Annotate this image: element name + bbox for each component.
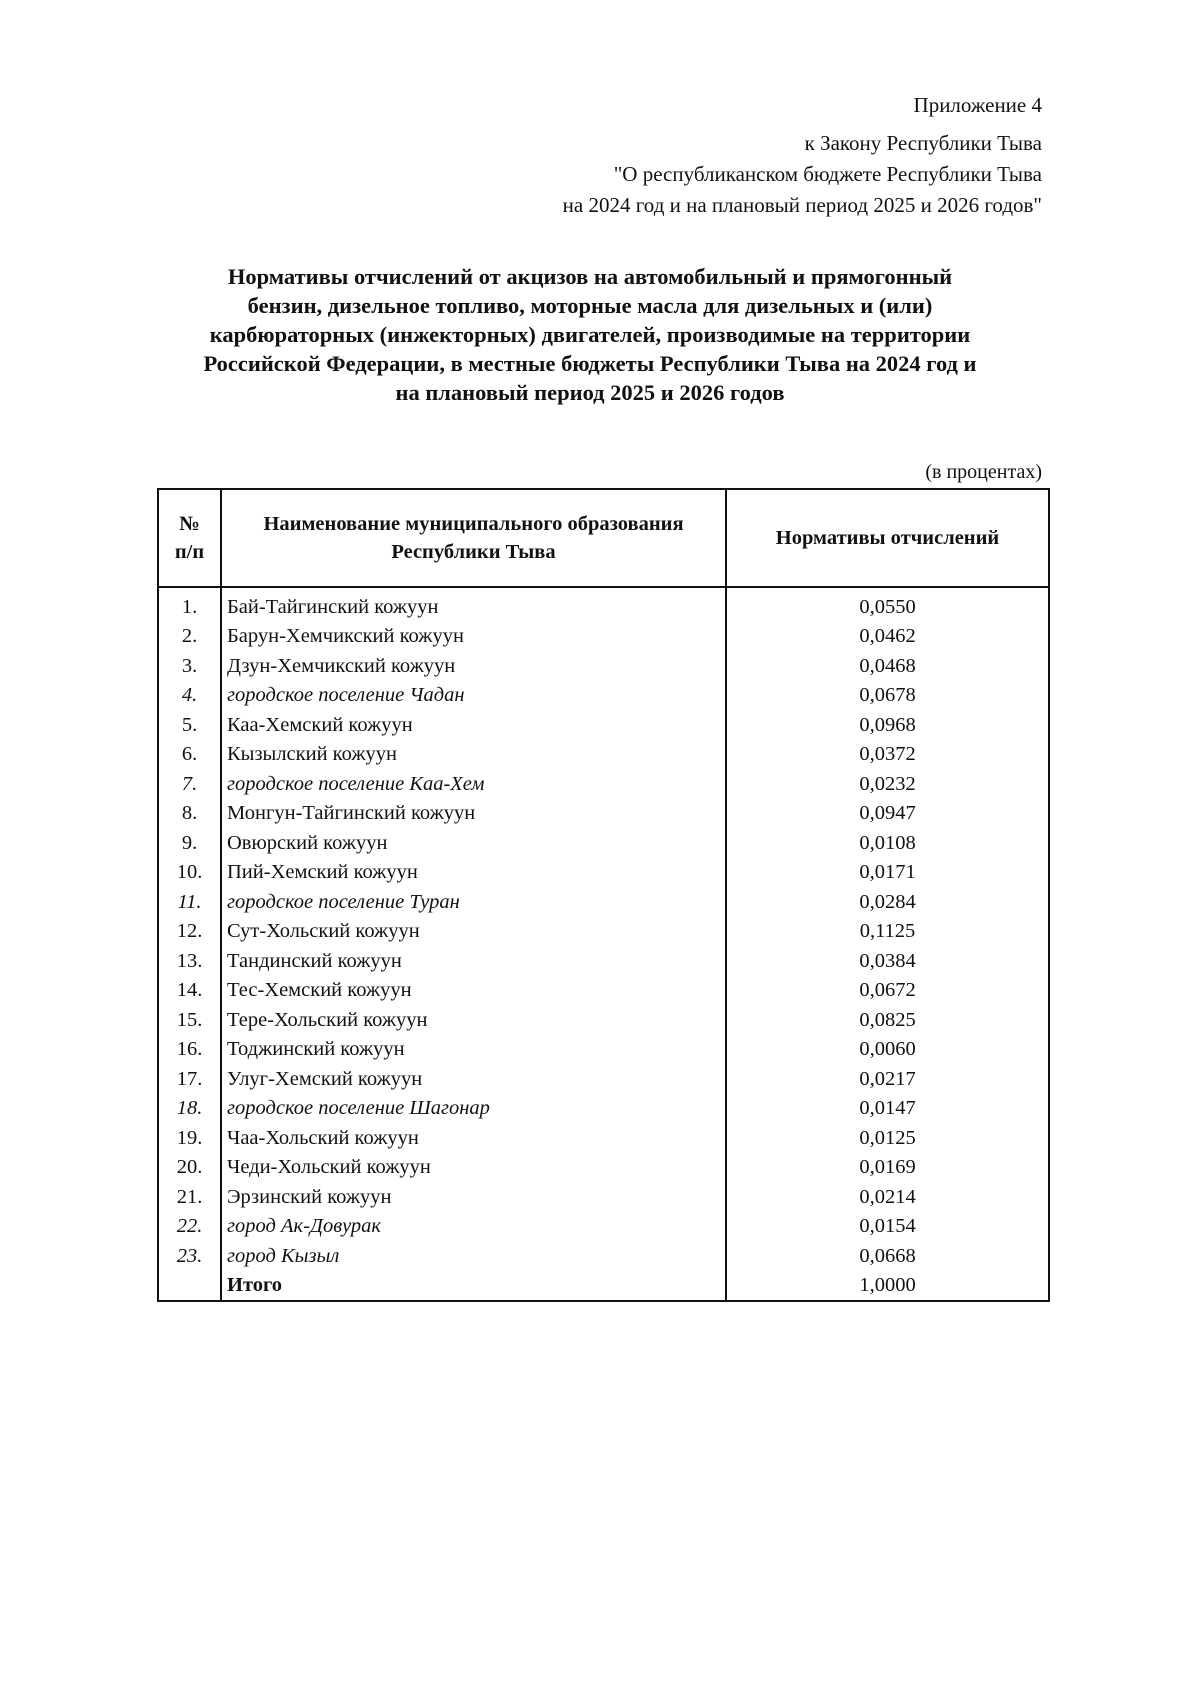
row-number: 8. bbox=[158, 799, 221, 829]
row-number: 1. bbox=[158, 587, 221, 622]
row-number: 12. bbox=[158, 917, 221, 947]
document-title bbox=[150, 262, 1030, 407]
table-row bbox=[158, 1123, 1049, 1153]
row-name: Кызылский кожуун bbox=[221, 740, 726, 770]
row-number: 7. bbox=[158, 769, 221, 799]
row-name: Бай-Тайгинский кожуун bbox=[221, 587, 726, 622]
law-reference bbox=[563, 128, 1042, 221]
row-number: 16. bbox=[158, 1035, 221, 1065]
row-value: 0,0108 bbox=[726, 828, 1049, 858]
row-number: 4. bbox=[158, 681, 221, 711]
table-row bbox=[158, 887, 1049, 917]
unit-note: (в процентах) bbox=[925, 461, 1042, 483]
table-row bbox=[158, 1064, 1049, 1094]
row-name: Пий-Хемский кожуун bbox=[221, 858, 726, 888]
row-value: 0,0947 bbox=[726, 799, 1049, 829]
row-number: 15. bbox=[158, 1005, 221, 1035]
appendix-label: Приложение 4 bbox=[913, 93, 1042, 117]
row-name: городское поселение Каа-Хем bbox=[221, 769, 726, 799]
row-number: 18. bbox=[158, 1094, 221, 1124]
header-name bbox=[221, 489, 726, 587]
row-value: 0,0125 bbox=[726, 1123, 1049, 1153]
header-num-line: № bbox=[179, 513, 200, 535]
row-number: 19. bbox=[158, 1123, 221, 1153]
table-row bbox=[158, 1035, 1049, 1065]
title-line: на плановый период 2025 и 2026 годов bbox=[395, 380, 785, 405]
row-name: Барун-Хемчикский кожуун bbox=[221, 622, 726, 652]
row-number: 6. bbox=[158, 740, 221, 770]
row-number: 10. bbox=[158, 858, 221, 888]
row-name: Эрзинский кожуун bbox=[221, 1182, 726, 1212]
row-name: городское поселение Чадан bbox=[221, 681, 726, 711]
table-row bbox=[158, 1153, 1049, 1183]
row-name: Каа-Хемский кожуун bbox=[221, 710, 726, 740]
total-number bbox=[158, 1271, 221, 1302]
law-line: на 2024 год и на плановый период 2025 и 2026 годов" bbox=[562, 193, 1042, 217]
row-value: 0,0217 bbox=[726, 1064, 1049, 1094]
header-value: Нормативы отчислений bbox=[726, 489, 1049, 587]
row-value: 0,0284 bbox=[726, 887, 1049, 917]
law-line: к Закону Республики Тыва bbox=[804, 131, 1042, 155]
table-row bbox=[158, 1094, 1049, 1124]
row-number: 11. bbox=[158, 887, 221, 917]
row-value: 0,0169 bbox=[726, 1153, 1049, 1183]
row-name: город Ак-Довурак bbox=[221, 1212, 726, 1242]
table-row bbox=[158, 799, 1049, 829]
row-number: 13. bbox=[158, 946, 221, 976]
row-number: 5. bbox=[158, 710, 221, 740]
row-value: 0,1125 bbox=[726, 917, 1049, 947]
table-body bbox=[158, 587, 1049, 1301]
row-number: 14. bbox=[158, 976, 221, 1006]
row-name: городское поселение Шагонар bbox=[221, 1094, 726, 1124]
law-line: "О республиканском бюджете Республики Тыва bbox=[613, 162, 1042, 186]
row-value: 0,0372 bbox=[726, 740, 1049, 770]
table-row bbox=[158, 946, 1049, 976]
table-total-row bbox=[158, 1271, 1049, 1302]
table-row bbox=[158, 1212, 1049, 1242]
table-row bbox=[158, 917, 1049, 947]
table-row bbox=[158, 976, 1049, 1006]
table-row bbox=[158, 769, 1049, 799]
row-value: 0,0214 bbox=[726, 1182, 1049, 1212]
table-row bbox=[158, 681, 1049, 711]
total-label: Итого bbox=[221, 1271, 726, 1302]
title-line: Нормативы отчислений от акцизов на автомобильный и прямогонный bbox=[227, 264, 953, 289]
total-value: 1,0000 bbox=[726, 1271, 1049, 1302]
row-number: 23. bbox=[158, 1241, 221, 1271]
header-num bbox=[158, 489, 221, 587]
table-row bbox=[158, 587, 1049, 622]
row-value: 0,0550 bbox=[726, 587, 1049, 622]
row-value: 0,0147 bbox=[726, 1094, 1049, 1124]
row-name: Чаа-Хольский кожуун bbox=[221, 1123, 726, 1153]
table-row bbox=[158, 1241, 1049, 1271]
title-line: Российской Федерации, в местные бюджеты Республики Тыва на 2024 год и bbox=[203, 351, 977, 376]
row-value: 0,0232 bbox=[726, 769, 1049, 799]
row-number: 2. bbox=[158, 622, 221, 652]
table-row bbox=[158, 710, 1049, 740]
row-value: 0,0825 bbox=[726, 1005, 1049, 1035]
table-row bbox=[158, 651, 1049, 681]
table-row bbox=[158, 622, 1049, 652]
row-value: 0,0678 bbox=[726, 681, 1049, 711]
row-name: Тес-Хемский кожуун bbox=[221, 976, 726, 1006]
row-value: 0,0968 bbox=[726, 710, 1049, 740]
row-value: 0,0468 bbox=[726, 651, 1049, 681]
row-value: 0,0462 bbox=[726, 622, 1049, 652]
row-name: Монгун-Тайгинский кожуун bbox=[221, 799, 726, 829]
title-line: карбюраторных (инжекторных) двигателей, производимые на территории bbox=[209, 322, 971, 347]
header-num-line: п/п bbox=[174, 541, 205, 563]
row-name: Тоджинский кожуун bbox=[221, 1035, 726, 1065]
table-row bbox=[158, 1005, 1049, 1035]
table-row bbox=[158, 1182, 1049, 1212]
row-value: 0,0672 bbox=[726, 976, 1049, 1006]
row-name: городское поселение Туран bbox=[221, 887, 726, 917]
row-number: 3. bbox=[158, 651, 221, 681]
row-value: 0,0154 bbox=[726, 1212, 1049, 1242]
row-value: 0,0171 bbox=[726, 858, 1049, 888]
row-number: 9. bbox=[158, 828, 221, 858]
row-name: Тандинский кожуун bbox=[221, 946, 726, 976]
header-name-line: Республики Тыва bbox=[391, 541, 556, 563]
row-name: Дзун-Хемчикский кожуун bbox=[221, 651, 726, 681]
row-name: город Кызыл bbox=[221, 1241, 726, 1271]
row-name: Сут-Хольский кожуун bbox=[221, 917, 726, 947]
row-value: 0,0384 bbox=[726, 946, 1049, 976]
header-name-line: Наименование муниципального образования bbox=[263, 513, 684, 535]
table-row bbox=[158, 828, 1049, 858]
row-name: Тере-Хольский кожуун bbox=[221, 1005, 726, 1035]
row-name: Овюрский кожуун bbox=[221, 828, 726, 858]
row-number: 22. bbox=[158, 1212, 221, 1242]
title-line: бензин, дизельное топливо, моторные масла для дизельных и (или) bbox=[247, 293, 933, 318]
row-number: 17. bbox=[158, 1064, 221, 1094]
row-name: Улуг-Хемский кожуун bbox=[221, 1064, 726, 1094]
row-number: 21. bbox=[158, 1182, 221, 1212]
row-value: 0,0060 bbox=[726, 1035, 1049, 1065]
row-number: 20. bbox=[158, 1153, 221, 1183]
row-value: 0,0668 bbox=[726, 1241, 1049, 1271]
row-name: Чеди-Хольский кожуун bbox=[221, 1153, 726, 1183]
table-row bbox=[158, 740, 1049, 770]
table-row bbox=[158, 858, 1049, 888]
table-header-row bbox=[158, 489, 1049, 587]
norms-table bbox=[157, 488, 1050, 1302]
